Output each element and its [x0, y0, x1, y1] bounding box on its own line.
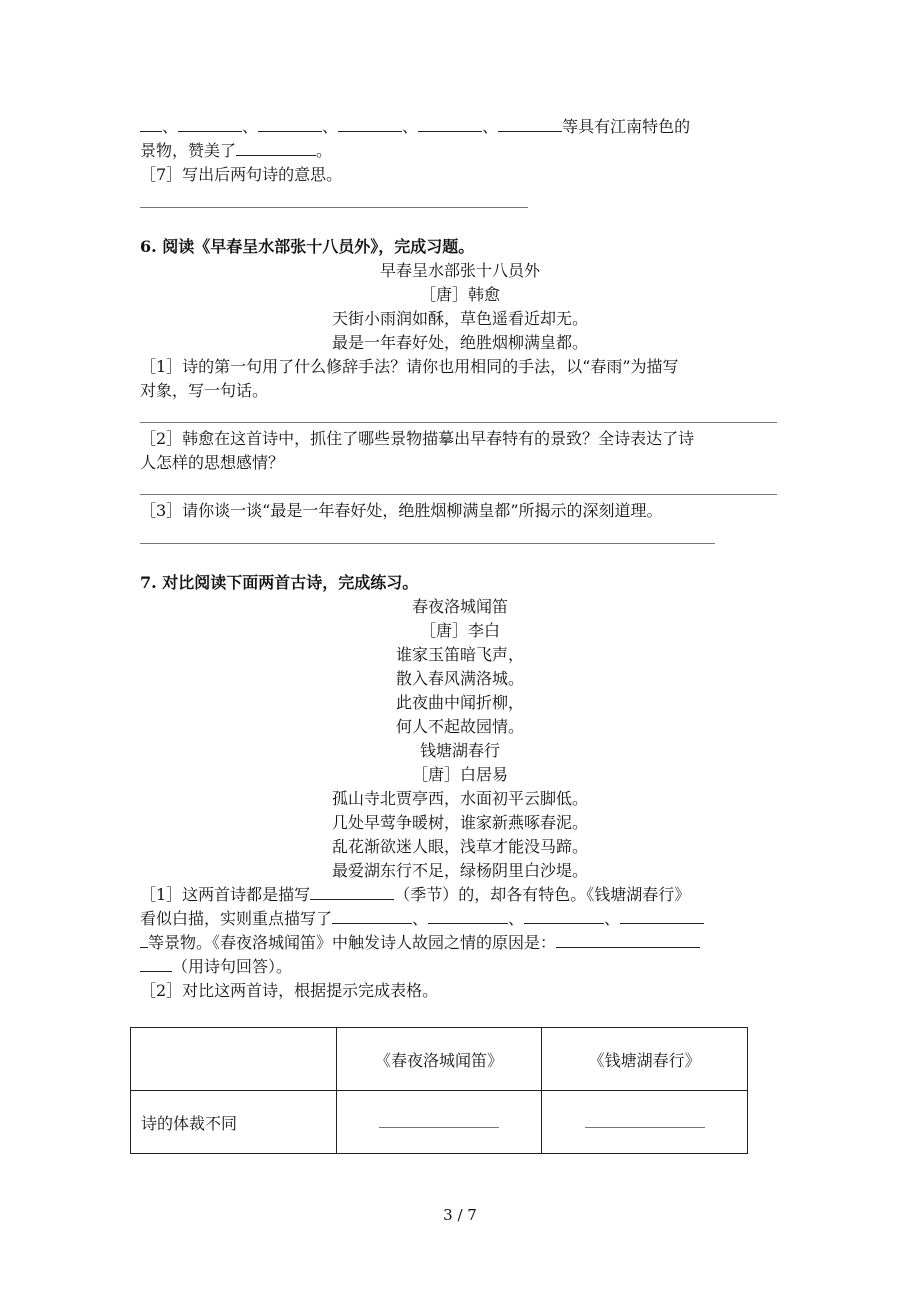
table-header-poem1: 《春夜洛城闻笛》	[336, 1028, 542, 1091]
blank[interactable]	[332, 907, 412, 924]
q7-poem2-line: 乱花渐欲迷人眼，浅草才能没马蹄。	[331, 837, 588, 856]
q7-q1-line3: 等景物。《春夜洛城闻笛》中触发诗人故园之情的原因是：	[140, 931, 700, 955]
blank[interactable]	[310, 883, 394, 900]
q7-poem1-line: 此夜曲中闻折柳，	[395, 693, 524, 712]
blank[interactable]	[556, 931, 700, 948]
table-answer-cell[interactable]	[336, 1091, 542, 1154]
blank[interactable]	[140, 115, 162, 132]
q7-poem2-line: 最爱湖东行不足，绿杨阴里白沙堤。	[331, 861, 588, 880]
q7-q1-line2: 看似白描，实则重点描写了 、 、 、	[140, 907, 704, 931]
answer-line[interactable]	[379, 1115, 499, 1128]
q7-q1-line4: （用诗句回答）。	[140, 955, 292, 979]
q6-q2-text: 人怎样的思想感情？	[140, 453, 285, 472]
answer-line[interactable]	[140, 422, 777, 423]
table-cell-empty	[131, 1028, 337, 1091]
table-answer-cell[interactable]	[542, 1091, 748, 1154]
blank[interactable]	[620, 907, 704, 924]
q7-poem1-author: ［唐］李白	[419, 621, 500, 640]
q6-heading: 6. 阅读《早春呈水部张十八员外》，完成习题。	[140, 237, 475, 256]
q7-heading: 7. 对比阅读下面两首古诗，完成练习。	[140, 573, 419, 592]
q7-q2-text: ［2］对比这两首诗，根据提示完成表格。	[140, 981, 439, 1000]
q6-poem-line: 最是一年春好处，绝胜烟柳满皇都。	[331, 333, 588, 352]
blank[interactable]	[178, 115, 242, 132]
q5-blanks-line: 、 、 、 、 、 等具有江南特色的	[140, 115, 690, 139]
blank[interactable]	[498, 115, 562, 132]
table-row	[131, 1091, 748, 1154]
answer-line[interactable]	[140, 207, 528, 208]
blank[interactable]	[140, 931, 148, 948]
comparison-table	[130, 1027, 748, 1154]
q7-poem2-author: ［唐］白居易	[411, 765, 508, 784]
q6-q2-text: ［2］韩愈在这首诗中，抓住了哪些景物描摹出早春特有的景致？全诗表达了诗	[140, 429, 695, 448]
q6-q1-text: ［1］诗的第一句用了什么修辞手法？请你也用相同的手法，以“春雨”为描写	[140, 357, 679, 376]
blank[interactable]	[236, 139, 316, 156]
q7-poem2-line: 孤山寺北贾亭西，水面初平云脚低。	[331, 789, 588, 808]
blank[interactable]	[524, 907, 604, 924]
blank[interactable]	[140, 955, 172, 972]
q7-poem1-title: 春夜洛城闻笛	[411, 597, 508, 616]
q7-poem1-line: 散入春风满洛城。	[395, 669, 524, 688]
q6-poem-author: ［唐］韩愈	[419, 285, 500, 304]
q7-poem1-line: 何人不起故园情。	[395, 717, 524, 736]
table-header-poem2: 《钱塘湖春行》	[542, 1028, 748, 1091]
q7-q1-line1: ［1］这两首诗都是描写 （季节）的，却各有特色。《钱塘湖春行》	[140, 885, 691, 904]
blank[interactable]	[258, 115, 322, 132]
q7-poem2-line: 几处早莺争暖树，谁家新燕啄春泥。	[331, 813, 588, 832]
q7-poem1-line: 谁家玉笛暗飞声，	[395, 645, 524, 664]
blank[interactable]	[338, 115, 402, 132]
q7-poem2-title: 钱塘湖春行	[419, 741, 500, 760]
answer-line[interactable]	[140, 494, 777, 495]
q6-q1-text: 对象，写一句话。	[140, 381, 269, 400]
q5-q7-prompt: ［7］写出后两句诗的意思。	[140, 165, 343, 184]
page-number: 3 / 7	[443, 1206, 477, 1224]
q5-text: 等具有江南特色的	[562, 117, 691, 136]
q6-q3-text: ［3］请你谈一谈“最是一年春好处，绝胜烟柳满皇都”所揭示的深刻道理。	[140, 501, 663, 520]
table-row-label: 诗的体裁不同	[131, 1091, 337, 1154]
q6-poem-line: 天街小雨润如酥，草色遥看近却无。	[331, 309, 588, 328]
q5-line2: 景物，赞美了 。	[140, 141, 333, 160]
blank[interactable]	[428, 907, 508, 924]
table-row	[131, 1028, 748, 1091]
answer-line[interactable]	[140, 543, 715, 544]
q6-poem-title: 早春呈水部张十八员外	[379, 261, 540, 280]
answer-line[interactable]	[585, 1115, 705, 1128]
blank[interactable]	[418, 115, 482, 132]
